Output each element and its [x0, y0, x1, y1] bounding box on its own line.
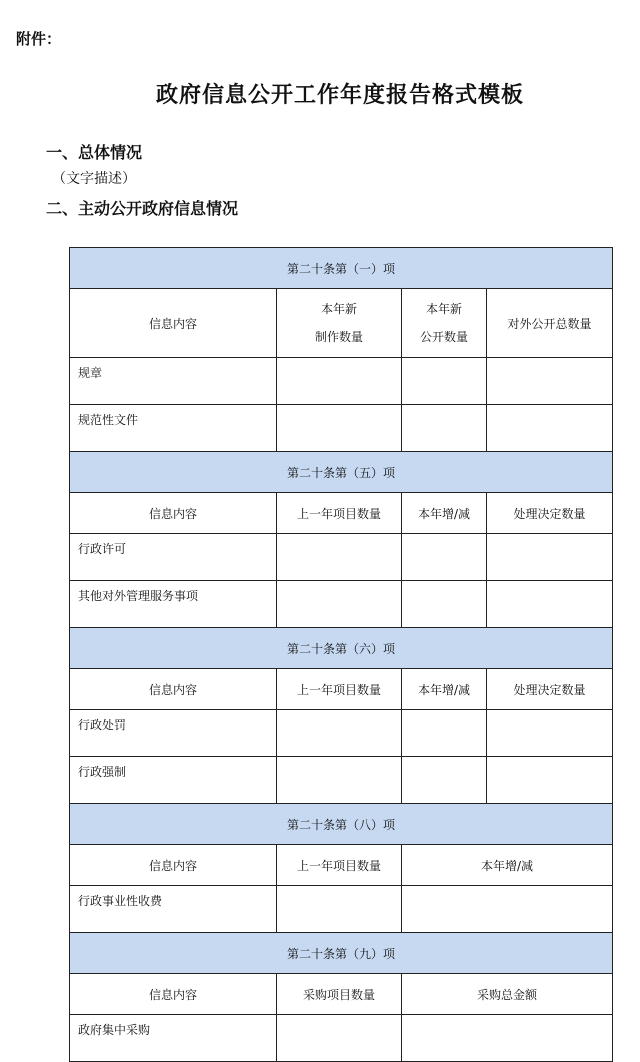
column-header: 对外公开总数量 — [487, 289, 613, 358]
table-row — [70, 358, 613, 405]
column-header-row — [70, 845, 613, 886]
data-cell[interactable] — [277, 358, 402, 405]
section-header-cell: 第二十条第（九）项 — [70, 933, 613, 974]
data-cell[interactable] — [487, 757, 613, 804]
data-cell[interactable] — [402, 358, 487, 405]
column-header-line: 制作数量 — [314, 330, 363, 344]
table-row — [70, 710, 613, 757]
disclosure-table — [69, 247, 613, 1062]
column-header: 信息内容 — [70, 289, 277, 358]
column-header-line: 本年新 — [320, 302, 357, 316]
data-cell[interactable] — [402, 405, 487, 452]
column-header-row — [70, 974, 613, 1015]
table-row — [70, 405, 613, 452]
table-row — [70, 886, 613, 933]
column-header-line: 本年新 — [425, 302, 462, 316]
section-1-note: （文字描述） — [52, 171, 136, 187]
attachment-label: 附件： — [16, 30, 62, 48]
row-label: 行政强制 — [70, 757, 277, 804]
row-label: 行政处罚 — [70, 710, 277, 757]
table-section-header — [70, 933, 613, 974]
column-header-row — [70, 493, 613, 534]
column-header: 处理决定数量 — [487, 669, 613, 710]
column-header: 上一年项目数量 — [277, 845, 402, 886]
section-header-cell: 第二十条第（六）项 — [70, 628, 613, 669]
data-cell[interactable] — [277, 581, 402, 628]
column-header-row — [70, 289, 613, 358]
row-label: 行政许可 — [70, 534, 277, 581]
section-header-cell: 第二十条第（五）项 — [70, 452, 613, 493]
table-section-header — [70, 804, 613, 845]
section-1-heading: 一、总体情况 — [46, 143, 143, 162]
document-title: 政府信息公开工作年度报告格式模板 — [155, 83, 524, 108]
row-label: 政府集中采购 — [70, 1015, 277, 1062]
data-cell[interactable] — [487, 358, 613, 405]
section-header-cell: 第二十条第（八）项 — [70, 804, 613, 845]
row-label: 规章 — [70, 358, 277, 405]
data-cell[interactable] — [277, 405, 402, 452]
data-cell[interactable] — [402, 581, 487, 628]
table-section-header — [70, 452, 613, 493]
data-cell[interactable] — [487, 581, 613, 628]
data-cell[interactable] — [487, 405, 613, 452]
column-header: 采购项目数量 — [277, 974, 402, 1015]
row-label: 规范性文件 — [70, 405, 277, 452]
data-cell[interactable] — [402, 534, 487, 581]
table-section-header — [70, 628, 613, 669]
data-cell[interactable] — [402, 886, 613, 933]
table-row — [70, 757, 613, 804]
column-header: 本年增/减 — [402, 845, 613, 886]
data-cell[interactable] — [277, 757, 402, 804]
section-header-cell: 第二十条第（一）项 — [70, 248, 613, 289]
data-cell[interactable] — [277, 1015, 402, 1062]
column-header: 本年增/减 — [402, 669, 487, 710]
column-header — [277, 289, 402, 358]
data-cell[interactable] — [402, 710, 487, 757]
column-header-row — [70, 669, 613, 710]
table-row — [70, 581, 613, 628]
row-label: 行政事业性收费 — [70, 886, 277, 933]
column-header-line: 公开数量 — [419, 330, 468, 344]
row-label: 其他对外管理服务事项 — [70, 581, 277, 628]
column-header: 信息内容 — [70, 974, 277, 1015]
column-header: 信息内容 — [70, 845, 277, 886]
data-cell[interactable] — [402, 757, 487, 804]
column-header: 上一年项目数量 — [277, 493, 402, 534]
column-header: 处理决定数量 — [487, 493, 613, 534]
data-cell[interactable] — [277, 886, 402, 933]
column-header: 信息内容 — [70, 493, 277, 534]
table-row — [70, 1015, 613, 1062]
data-cell[interactable] — [277, 534, 402, 581]
table-section-header — [70, 248, 613, 289]
data-cell[interactable] — [402, 1015, 613, 1062]
column-header: 本年增/减 — [402, 493, 487, 534]
column-header: 采购总金额 — [402, 974, 613, 1015]
section-2-heading: 二、主动公开政府信息情况 — [46, 199, 239, 218]
column-header — [402, 289, 487, 358]
column-header: 上一年项目数量 — [277, 669, 402, 710]
data-cell[interactable] — [487, 710, 613, 757]
table-row — [70, 534, 613, 581]
column-header: 信息内容 — [70, 669, 277, 710]
data-cell[interactable] — [277, 710, 402, 757]
data-cell[interactable] — [487, 534, 613, 581]
